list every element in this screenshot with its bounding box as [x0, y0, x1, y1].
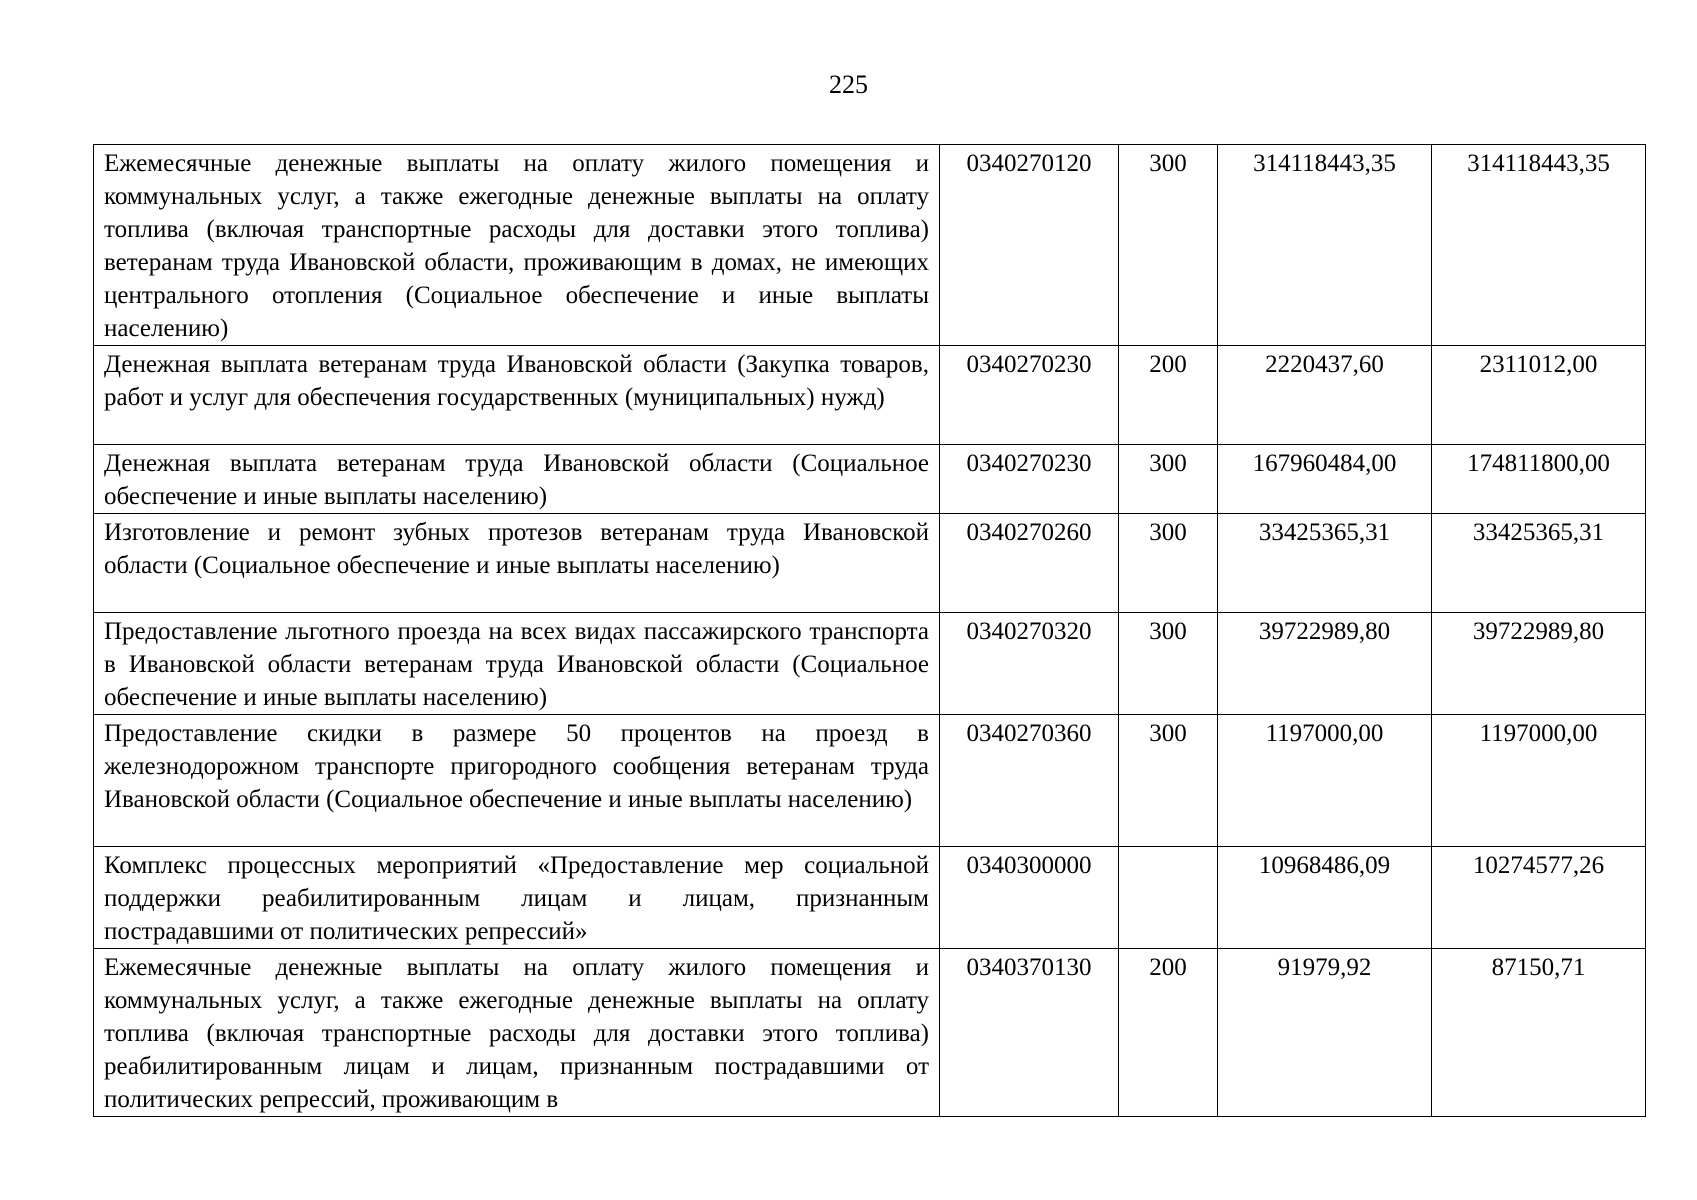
- row-expense-type: [1119, 847, 1218, 949]
- row-description: Комплекс процессных мероприятий «Предоставление мер социальной поддержки реабилитированным лицам и лицам, признанным пострадавшими от политических репрессий»: [94, 847, 940, 949]
- row-expense-type: 200: [1119, 949, 1218, 1117]
- row-amount-2: 87150,71: [1432, 949, 1646, 1117]
- row-description: Ежемесячные денежные выплаты на оплату жилого помещения и коммунальных услуг, а также ежегодные денежные выплаты на оплату топлива (включая транспортные расходы для доставки этого топлива) ветеранам труда Ивановской области, проживающим в домах, не имеющих центрального отопления (Социальное обеспечение и иные выплаты населению): [94, 145, 940, 346]
- row-code: 0340270120: [940, 145, 1119, 346]
- row-amount-2: 2311012,00: [1432, 346, 1646, 445]
- row-amount-1: 39722989,80: [1218, 613, 1432, 715]
- row-amount-2: 314118443,35: [1432, 145, 1646, 346]
- table-row: [94, 949, 1646, 1117]
- row-amount-1: 91979,92: [1218, 949, 1432, 1117]
- row-description: Ежемесячные денежные выплаты на оплату жилого помещения и коммунальных услуг, а также ежегодные денежные выплаты на оплату топлива (включая транспортные расходы для доставки этого топлива) реабилитированным лицам и лицам, признанным пострадавшими от политических репрессий, проживающим в: [94, 949, 940, 1117]
- row-description: Предоставление скидки в размере 50 процентов на проезд в железнодорожном транспорте пригородного сообщения ветеранам труда Ивановской области (Социальное обеспечение и иные выплаты населению): [94, 715, 940, 847]
- row-amount-2: 10274577,26: [1432, 847, 1646, 949]
- page-number: 225: [829, 70, 868, 99]
- row-code: 0340370130: [940, 949, 1119, 1117]
- row-expense-type: 300: [1119, 514, 1218, 613]
- row-code: 0340300000: [940, 847, 1119, 949]
- budget-table: [93, 144, 1646, 1117]
- row-amount-1: 10968486,09: [1218, 847, 1432, 949]
- row-code: 0340270360: [940, 715, 1119, 847]
- row-code: 0340270260: [940, 514, 1119, 613]
- row-amount-1: 1197000,00: [1218, 715, 1432, 847]
- row-amount-2: 1197000,00: [1432, 715, 1646, 847]
- row-expense-type: 300: [1119, 613, 1218, 715]
- table-row: [94, 346, 1646, 445]
- row-amount-1: 2220437,60: [1218, 346, 1432, 445]
- row-amount-1: 314118443,35: [1218, 145, 1432, 346]
- row-amount-2: 39722989,80: [1432, 613, 1646, 715]
- row-description: Денежная выплата ветеранам труда Ивановской области (Социальное обеспечение и иные выплаты населению): [94, 445, 940, 514]
- table-row: [94, 514, 1646, 613]
- table-row: [94, 847, 1646, 949]
- row-amount-1: 33425365,31: [1218, 514, 1432, 613]
- table-row: [94, 715, 1646, 847]
- row-description: Денежная выплата ветеранам труда Ивановской области (Закупка товаров, работ и услуг для обеспечения государственных (муниципальных) нужд): [94, 346, 940, 445]
- row-code: 0340270230: [940, 445, 1119, 514]
- table-row: [94, 613, 1646, 715]
- row-code: 0340270230: [940, 346, 1119, 445]
- row-description: Изготовление и ремонт зубных протезов ветеранам труда Ивановской области (Социальное обеспечение и иные выплаты населению): [94, 514, 940, 613]
- row-amount-1: 167960484,00: [1218, 445, 1432, 514]
- row-description: Предоставление льготного проезда на всех видах пассажирского транспорта в Ивановской области ветеранам труда Ивановской области (Социальное обеспечение и иные выплаты населению): [94, 613, 940, 715]
- row-expense-type: 200: [1119, 346, 1218, 445]
- table-row: [94, 445, 1646, 514]
- row-amount-2: 174811800,00: [1432, 445, 1646, 514]
- table-row: [94, 145, 1646, 346]
- row-amount-2: 33425365,31: [1432, 514, 1646, 613]
- row-expense-type: 300: [1119, 145, 1218, 346]
- row-code: 0340270320: [940, 613, 1119, 715]
- row-expense-type: 300: [1119, 715, 1218, 847]
- row-expense-type: 300: [1119, 445, 1218, 514]
